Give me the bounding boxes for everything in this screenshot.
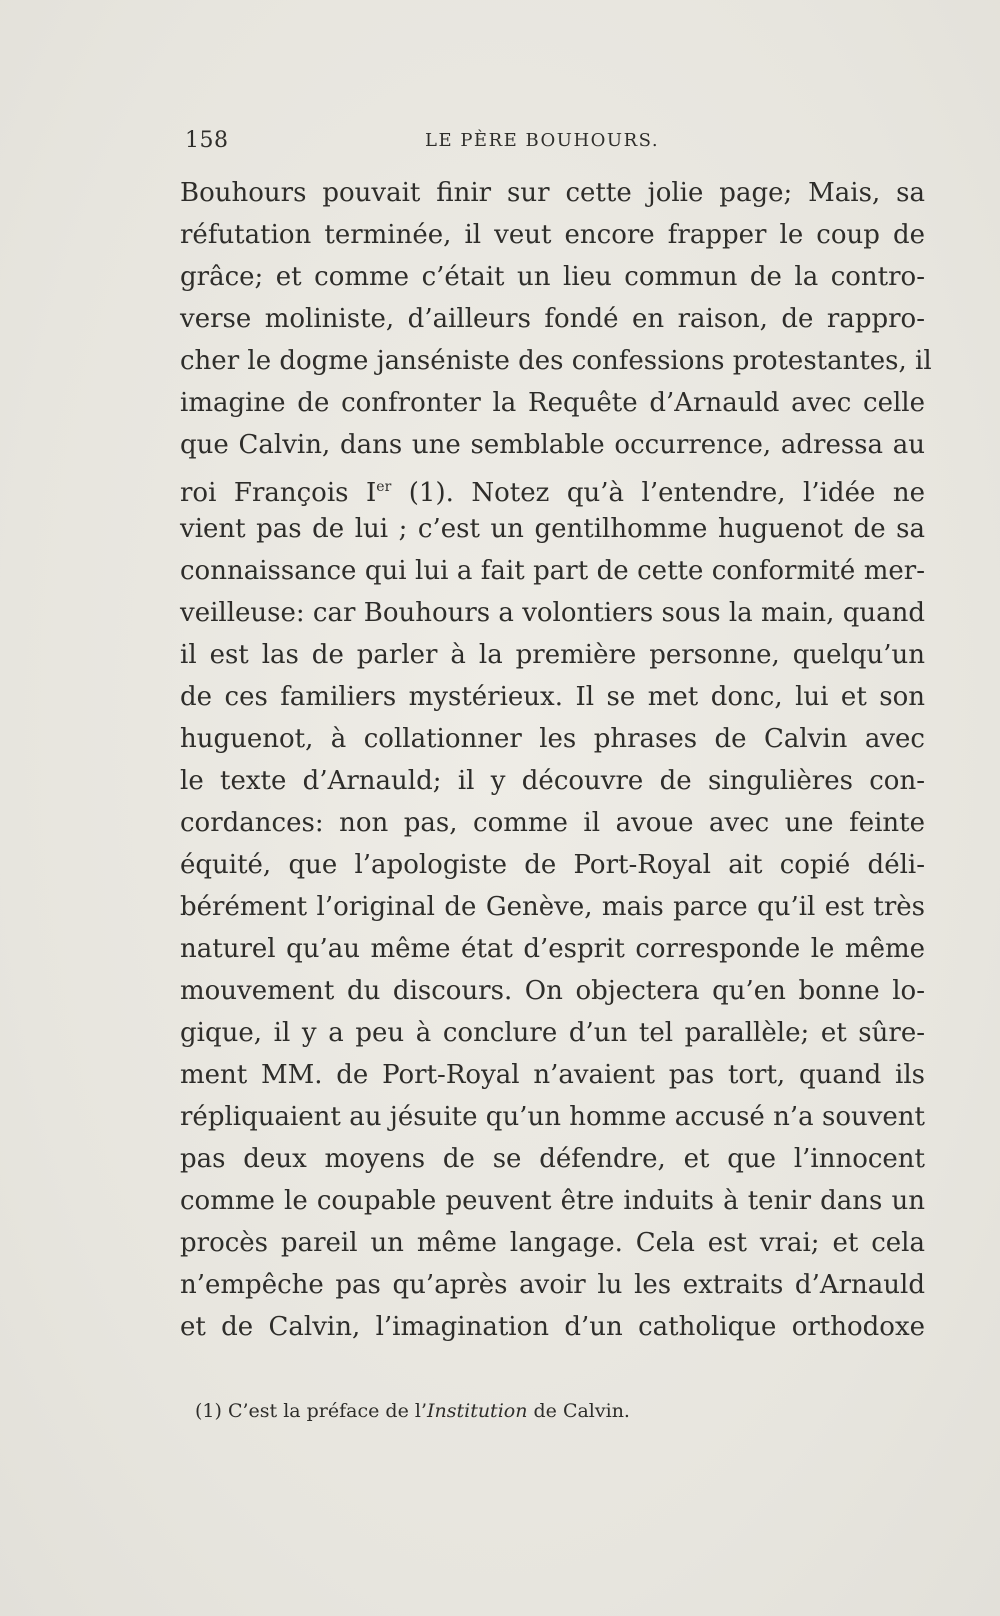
- text-line: que Calvin, dans une semblable occurrence, adressa au: [180, 430, 925, 460]
- text-line: grâce; et comme c’était un lieu commun de la contro-: [180, 262, 925, 292]
- body-text: [180, 172, 932, 1348]
- text-line: imagine de confronter la Requête d’Arnauld avec celle: [180, 388, 925, 418]
- text-fragment: roi François I: [180, 478, 377, 508]
- page-number: 158: [185, 128, 229, 153]
- text-line: veilleuse: car Bouhours a volontiers sous la main, quand: [180, 598, 925, 628]
- text-line: cordances: non pas, comme il avoue avec une feinte: [180, 808, 925, 838]
- footnote: [195, 1400, 630, 1422]
- text-line: ment MM. de Port-Royal n’avaient pas tort, quand ils: [180, 1060, 925, 1090]
- text-line: pas deux moyens de se défendre, et que l’innocent: [180, 1144, 925, 1174]
- text-line: gique, il y a peu à conclure d’un tel parallèle; et sûre-: [180, 1018, 925, 1048]
- text-line: verse moliniste, d’ailleurs fondé en raison, de rappro-: [180, 304, 925, 334]
- footnote-italic-title: Institution: [426, 1400, 528, 1422]
- text-line: et de Calvin, l’imagination d’un catholique orthodoxe: [180, 1312, 925, 1342]
- running-title: LE PÈRE BOUHOURS.: [425, 130, 660, 151]
- text-line: vient pas de lui ; c’est un gentilhomme huguenot de sa: [180, 514, 925, 544]
- text-line: bérément l’original de Genève, mais parce qu’il est très: [180, 892, 925, 922]
- text-line: équité, que l’apologiste de Port-Royal ait copié déli-: [180, 850, 925, 880]
- text-line: naturel qu’au même état d’esprit corresponde le même: [180, 934, 925, 964]
- footnote-suffix: de Calvin.: [527, 1400, 630, 1422]
- text-line: répliquaient au jésuite qu’un homme accusé n’a souvent: [180, 1102, 925, 1132]
- running-head: [185, 128, 917, 162]
- text-line: procès pareil un même langage. Cela est vrai; et cela: [180, 1228, 925, 1258]
- superscript: er: [376, 479, 392, 495]
- text-line: réfutation terminée, il veut encore frapper le coup de: [180, 220, 925, 250]
- text-line: connaissance qui lui a fait part de cette conformité mer-: [180, 556, 925, 586]
- text-line: cher le dogme janséniste des confessions protestantes, il: [180, 346, 932, 376]
- text-line: huguenot, à collationner les phrases de Calvin avec: [180, 724, 925, 754]
- text-line: comme le coupable peuvent être induits à tenir dans un: [180, 1186, 925, 1216]
- text-line: de ces familiers mystérieux. Il se met donc, lui et son: [180, 682, 925, 712]
- text-line: il est las de parler à la première personne, quelqu’un: [180, 640, 925, 670]
- text-line: Bouhours pouvait finir sur cette jolie page; Mais, sa: [180, 178, 925, 208]
- footnote-prefix: (1) C’est la préface de l’: [195, 1400, 427, 1422]
- text-line: n’empêche pas qu’après avoir lu les extraits d’Arnauld: [180, 1270, 925, 1300]
- text-line: le texte d’Arnauld; il y découvre de singulières con-: [180, 766, 925, 796]
- text-line-with-superscript: [180, 466, 925, 508]
- text-line: mouvement du discours. On objectera qu’en bonne lo-: [180, 976, 925, 1006]
- text-fragment: (1). Notez qu’à l’entendre, l’idée ne: [391, 478, 925, 508]
